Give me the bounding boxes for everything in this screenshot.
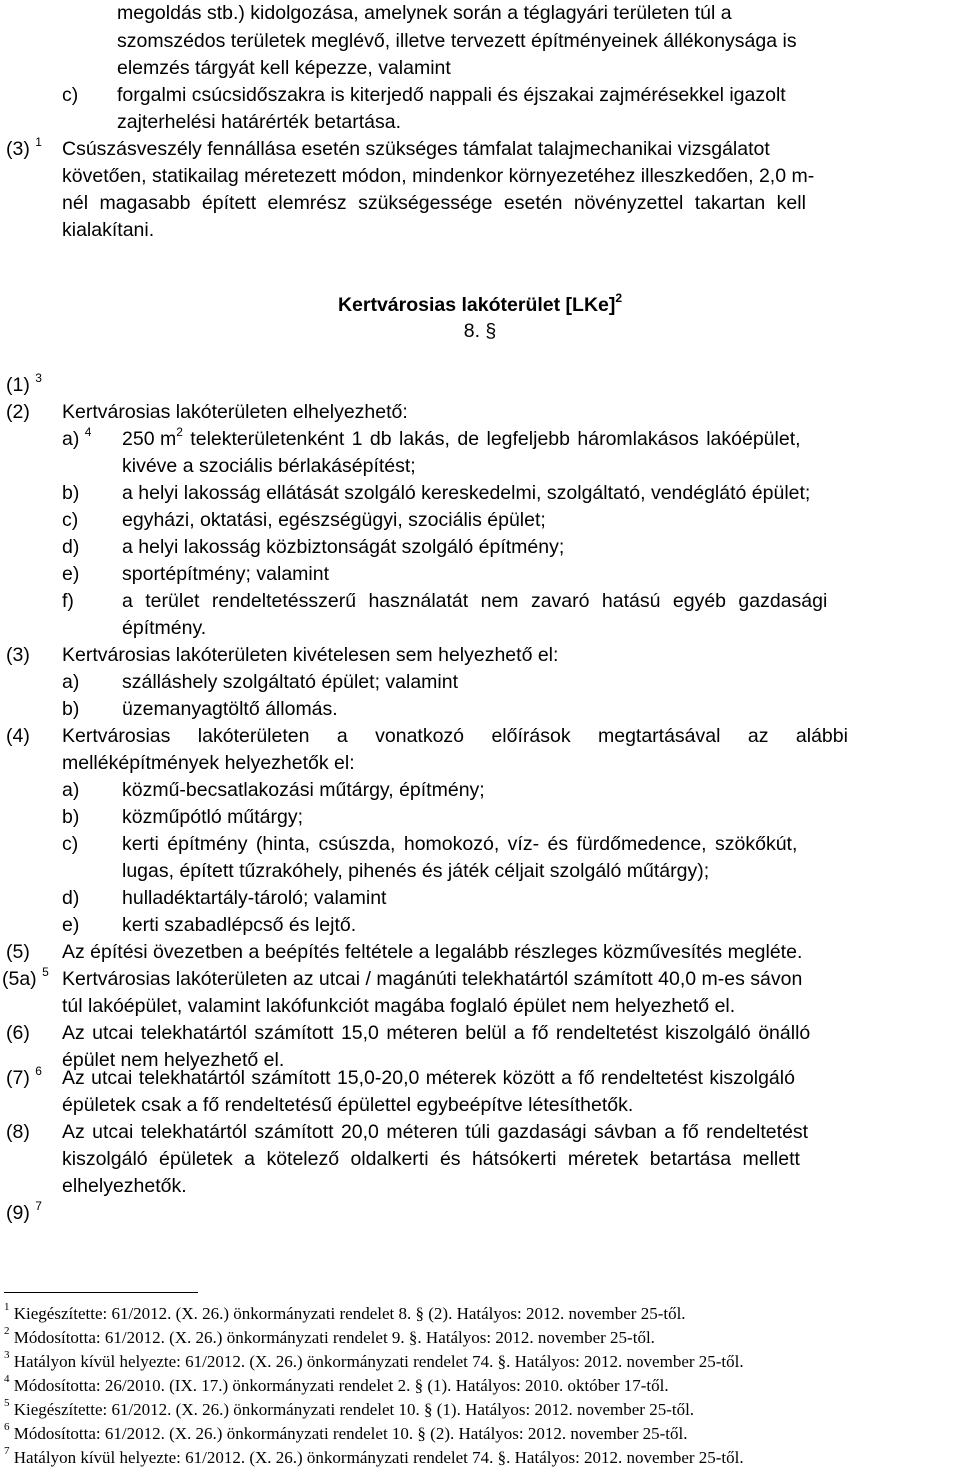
item-marker: b) [62, 482, 80, 504]
text-line: egyházi, oktatási, egészségügyi, szociális épület; [122, 509, 546, 531]
item-marker: b) [62, 698, 80, 720]
text-line: a helyi lakosság közbiztonságát szolgáló építmény; [122, 536, 565, 558]
item-marker: d) [62, 887, 80, 909]
text-line: Kertvárosias lakóterületen a vonatkozó előírások megtartásával az alábbi [62, 725, 848, 747]
text-line: Kertvárosias lakóterületen az utcai / magánúti telekhatártól számított 40,0 m-es sávon [62, 968, 803, 990]
item-marker: d) [62, 536, 80, 558]
text-line: zajterhelési határérték betartása. [117, 111, 401, 133]
text-line: nél magasabb épített elemrész szükségessége esetén növényzettel takartan kell [62, 192, 806, 214]
text-line: közműpótló műtárgy; [122, 806, 303, 828]
text-line: építmény. [122, 617, 207, 639]
paragraph-number: (4) [6, 725, 30, 747]
text-line: szomszédos területek meglévő, illetve tervezett építményeinek állékonysága is [117, 30, 797, 52]
footnote: $^6$ Módosította: 61/2012. (X. 26.) önkormányzati rendelet 10. § (2). Hatályos: 2012. november 25-től. [4, 1421, 688, 1443]
paragraph-number: (3) [6, 644, 30, 666]
text-line: hulladéktartály-tároló; valamint [122, 887, 387, 909]
text-line: Kertvárosias lakóterületen elhelyezhető: [62, 401, 408, 423]
text-line: Az utcai telekhatártól számított 20,0 méteren túli gazdasági sávban a fő rendeltetést [62, 1121, 809, 1143]
text-line: követően, statikailag méretezett módon, mindenkor környezetéhez illeszkedően, 2,0 m- [62, 165, 815, 187]
text-line: üzemanyagtöltő állomás. [122, 698, 338, 720]
paragraph-number: (8) [6, 1121, 30, 1143]
paragraph-number: (1) $^3$ [6, 370, 42, 396]
text-line: kerti építmény (hinta, csúszda, homokozó, víz- és fürdőmedence, szökőkút, [122, 833, 798, 855]
text-line: kerti szabadlépcső és lejtő. [122, 914, 357, 936]
footnote-separator [4, 1292, 198, 1293]
paragraph-number: (5) [6, 941, 30, 963]
text-line: megoldás stb.) kidolgozása, amelynek során a téglagyári területen túl a [117, 2, 732, 24]
footnote: $^7$ Hatályon kívül helyezte: 61/2012. (X. 26.) önkormányzati rendelet 74. §. Hatályos: 2012. november 25-től. [4, 1445, 744, 1467]
text-line: elhelyezhetők. [62, 1175, 187, 1197]
text-line: a helyi lakosság ellátását szolgáló kereskedelmi, szolgáltató, vendéglátó épület; [122, 482, 811, 504]
footnote: $^5$ Kiegészítette: 61/2012. (X. 26.) önkormányzati rendelet 10. § (1). Hatályos: 2012. november 25-től. [4, 1397, 695, 1419]
item-marker: c) [62, 509, 79, 531]
footnote: $^1$ Kiegészítette: 61/2012. (X. 26.) önkormányzati rendelet 8. § (2). Hatályos: 2012. november 25-től. [4, 1301, 686, 1323]
text-line: Az építési övezetben a beépítés feltétele a legalább részleges közművesítés megléte. [62, 941, 803, 963]
text-line: Csúszásveszély fennállása esetén szükséges támfalat talajmechanikai vizsgálatot [62, 138, 770, 160]
text-line: kivéve a szociális bérlakásépítést; [122, 455, 416, 477]
footnote: $^4$ Módosította: 26/2010. (IX. 17.) önkormányzati rendelet 2. § (1). Hatályos: 2010. október 17-től. [4, 1373, 669, 1395]
paragraph-number: (7) $^6$ [6, 1063, 42, 1089]
item-marker: e) [62, 563, 80, 585]
item-marker: b) [62, 806, 80, 828]
text-line: épületek csak a fő rendeltetésű épülettel egybeépítve létesíthetők. [62, 1094, 634, 1116]
text-line: szálláshely szolgáltató épület; valamint [122, 671, 459, 693]
text-line: Kertvárosias lakóterületen kivételesen sem helyezhető el: [62, 644, 559, 666]
paragraph-number: (9) $^7$ [6, 1198, 42, 1224]
text-line: lugas, épített tűzrakóhely, pihenés és játék céljait szolgáló műtárgy); [122, 860, 710, 882]
item-marker: a) [62, 671, 80, 693]
item-marker: c) [62, 84, 79, 106]
footnote: $^2$ Módosította: 61/2012. (X. 26.) önkormányzati rendelet 9. §. Hatályos: 2012. november 25-től. [4, 1325, 655, 1347]
paragraph-number: (6) [6, 1022, 30, 1044]
text-line: épület nem helyezhető el. [62, 1049, 285, 1071]
text-line: túl lakóépület, valamint lakófunkciót magába foglaló épület nem helyezhető el. [62, 995, 736, 1017]
item-marker: a) $^4$ [62, 424, 92, 450]
paragraph-number: (2) [6, 401, 30, 423]
item-marker: c) [62, 833, 79, 855]
text-line: forgalmi csúcsidőszakra is kiterjedő nappali és éjszakai zajmérésekkel igazolt [117, 84, 786, 106]
text-line: Az utcai telekhatártól számított 15,0-20,0 méterek között a fő rendeltetést kiszolgáló [62, 1067, 795, 1089]
paragraph-number: (5a) $^5$ [2, 964, 49, 990]
footnote: $^3$ Hatályon kívül helyezte: 61/2012. (X. 26.) önkormányzati rendelet 74. §. Hatályos: 2012. november 25-től. [4, 1349, 744, 1371]
section-number: 8. § [463, 320, 497, 342]
text-line: 250 $m^2$ telekterületenként 1 db lakás, de legfeljebb háromlakásos lakóépület, [122, 424, 801, 450]
text-line: közmű-becsatlakozási műtárgy, építmény; [122, 779, 485, 801]
item-marker: a) [62, 779, 80, 801]
item-marker: f) [62, 590, 74, 612]
text-line: kialakítani. [62, 219, 155, 241]
text-line: sportépítmény; valamint [122, 563, 330, 585]
item-marker: e) [62, 914, 80, 936]
paragraph-number: (3) $^1$ [6, 134, 42, 160]
text-line: elemzés tárgyát kell képezze, valamint [117, 57, 451, 79]
section-heading: Kertvárosias lakóterület [LKe]$^2$ [337, 290, 623, 316]
text-line: melléképítmények helyezhetők el: [62, 752, 355, 774]
text-line: Az utcai telekhatártól számított 15,0 méteren belül a fő rendeltetést kiszolgáló önálló [62, 1022, 811, 1044]
text-line: kiszolgáló épületek a kötelező oldalkerti és hátsókerti méretek betartása mellett [62, 1148, 800, 1170]
text-line: a terület rendeltetésszerű használatát nem zavaró hatású egyéb gazdasági [122, 590, 828, 612]
